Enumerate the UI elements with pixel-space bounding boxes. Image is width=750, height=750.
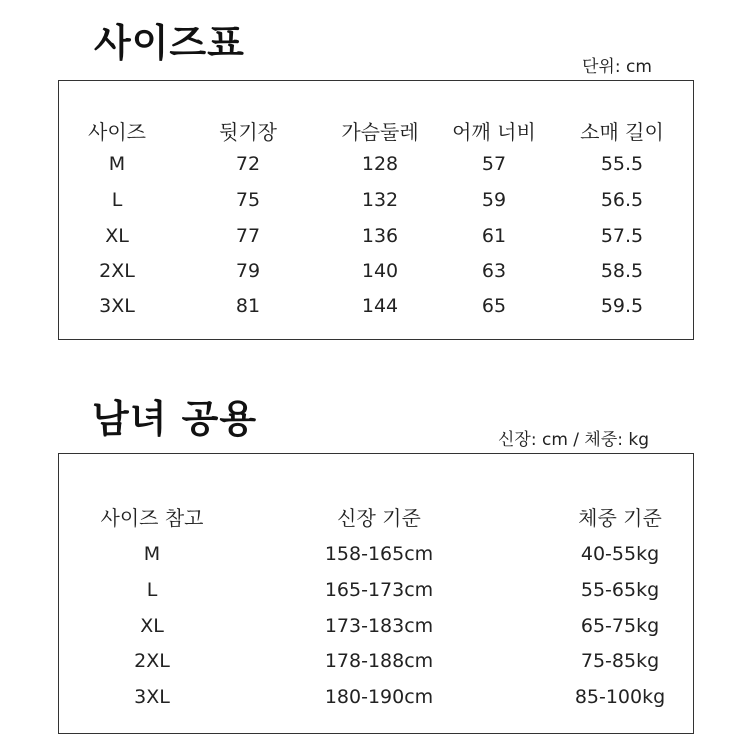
size-chart-title: 사이즈표: [94, 21, 245, 65]
unisex-chart-header-1: 신장 기준: [337, 506, 421, 530]
unisex-chart-header-0: 사이즈 참고: [100, 506, 204, 530]
unisex-chart-cell: 75-85kg: [580, 650, 660, 672]
unisex-chart-cell: 178-188cm: [324, 650, 434, 672]
size-chart-cell: 77: [235, 225, 261, 247]
size-chart-cell: 58.5: [600, 260, 644, 282]
unisex-chart-cell: 2XL: [134, 650, 170, 672]
unisex-chart-cell: 85-100kg: [574, 686, 666, 708]
unisex-chart-header-2: 체중 기준: [578, 506, 662, 530]
size-chart-cell: 132: [361, 189, 399, 211]
size-chart-cell: 3XL: [99, 295, 135, 317]
size-chart-cell: 65: [481, 295, 507, 317]
size-chart-header-4: 소매 길이: [580, 120, 664, 144]
size-chart-cell: 79: [235, 260, 261, 282]
unisex-chart-cell: M: [143, 543, 161, 565]
unisex-chart-cell: 180-190cm: [324, 686, 434, 708]
unisex-chart-title: 남녀 공용: [92, 397, 258, 441]
size-chart-cell: 59.5: [600, 295, 644, 317]
unisex-chart-cell: 40-55kg: [580, 543, 660, 565]
size-chart-cell: 2XL: [99, 260, 135, 282]
size-chart-cell: 81: [235, 295, 261, 317]
size-chart-unit-note: 단위: cm: [582, 57, 652, 77]
size-chart-cell: M: [108, 153, 126, 175]
size-chart-cell: 59: [481, 189, 507, 211]
size-chart-cell: 128: [361, 153, 399, 175]
size-chart-cell: 136: [361, 225, 399, 247]
size-chart-cell: 72: [235, 153, 261, 175]
size-chart-cell: 55.5: [600, 153, 644, 175]
size-chart-cell: 57.5: [600, 225, 644, 247]
size-chart-cell: 57: [481, 153, 507, 175]
unisex-chart-cell: XL: [140, 615, 164, 637]
unisex-chart-cell: 158-165cm: [324, 543, 434, 565]
size-chart-header-1: 뒷기장: [219, 120, 277, 144]
size-chart-header-3: 어깨 너비: [452, 120, 536, 144]
unisex-chart-unit-note: 신장: cm / 체중: kg: [498, 430, 650, 450]
unisex-chart-cell: 173-183cm: [324, 615, 434, 637]
unisex-chart-cell: L: [146, 579, 158, 601]
size-chart-cell: L: [111, 189, 123, 211]
size-chart-cell: 61: [481, 225, 507, 247]
size-chart-cell: XL: [105, 225, 129, 247]
size-chart-header-0: 사이즈: [88, 120, 146, 144]
size-chart-header-2: 가슴둘레: [341, 120, 419, 144]
size-chart-cell: 144: [361, 295, 399, 317]
size-chart-cell: 56.5: [600, 189, 644, 211]
size-chart-cell: 63: [481, 260, 507, 282]
unisex-chart-cell: 3XL: [134, 686, 170, 708]
unisex-chart-cell: 165-173cm: [324, 579, 434, 601]
size-chart-cell: 140: [361, 260, 399, 282]
unisex-chart-cell: 65-75kg: [580, 615, 660, 637]
size-chart-cell: 75: [235, 189, 261, 211]
unisex-chart-cell: 55-65kg: [580, 579, 660, 601]
